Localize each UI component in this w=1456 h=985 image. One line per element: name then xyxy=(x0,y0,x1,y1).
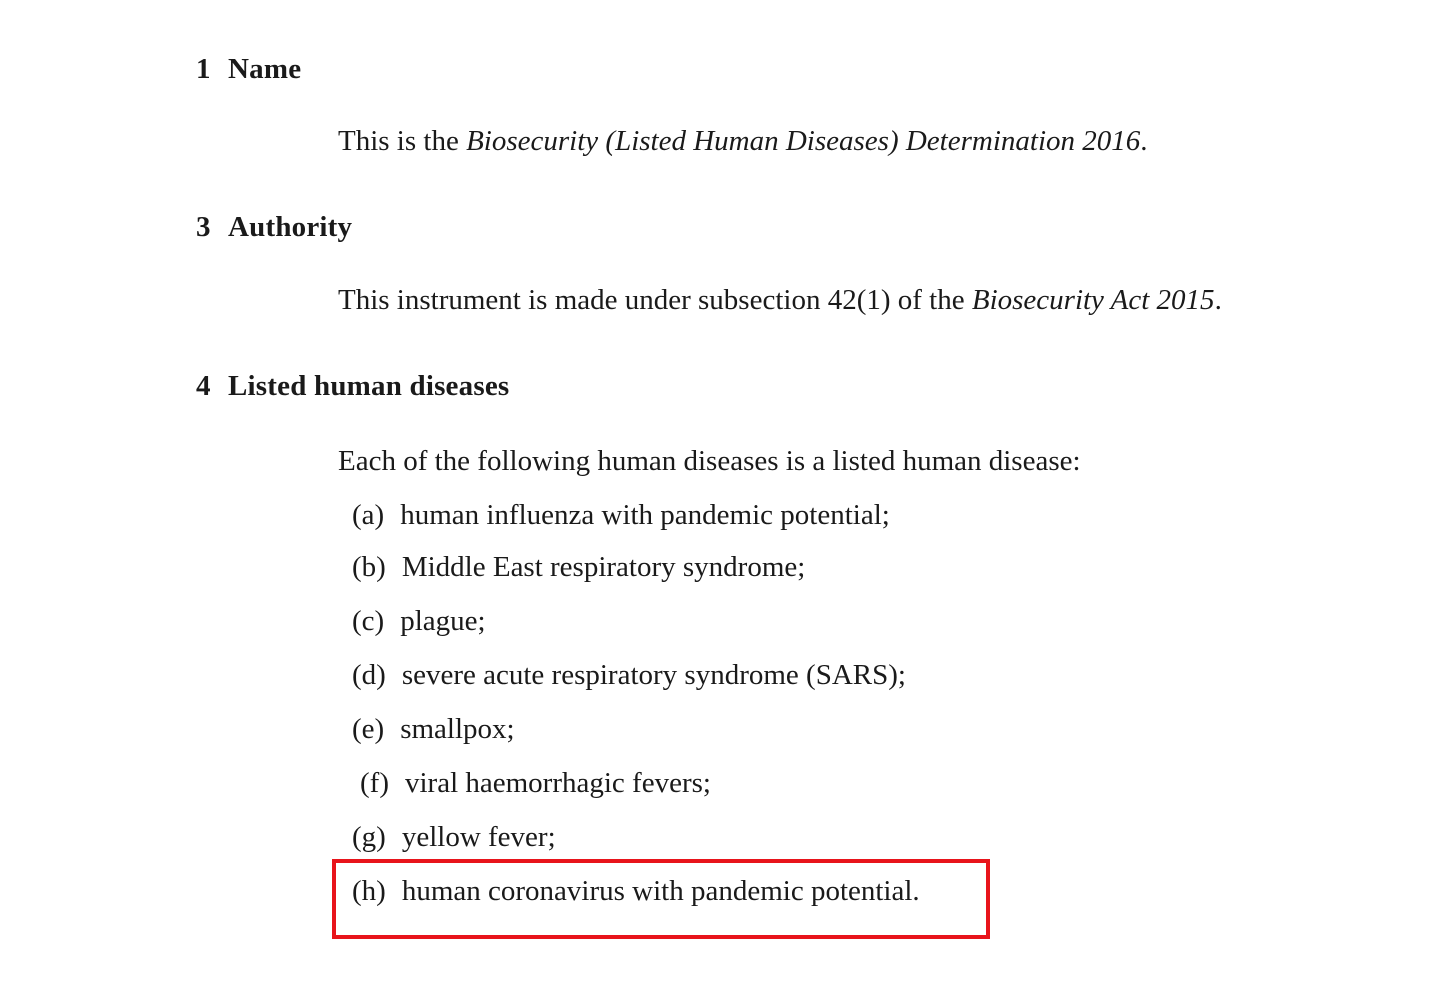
body-text-end: . xyxy=(1214,284,1222,316)
section-number: 4 xyxy=(196,370,211,402)
section-body-authority xyxy=(338,286,1222,315)
section-intro: Each of the following human diseases is a listed human disease: xyxy=(338,445,1081,477)
list-item xyxy=(352,661,906,690)
item-label: (d) xyxy=(352,659,386,691)
item-text: human influenza with pandemic potential; xyxy=(400,499,890,531)
list-item xyxy=(352,607,486,636)
body-text: This instrument is made under subsection 42(1) of the xyxy=(338,284,972,316)
item-text: yellow fever; xyxy=(401,821,556,853)
body-text-end: . xyxy=(1140,125,1148,157)
section-heading-authority xyxy=(196,213,352,242)
item-text: Middle East respiratory syndrome; xyxy=(401,551,806,583)
item-label: (h) xyxy=(352,875,386,907)
act-title: Biosecurity Act 2015 xyxy=(971,284,1215,316)
list-item xyxy=(360,769,711,798)
list-item xyxy=(352,553,805,582)
section-number: 3 xyxy=(196,211,211,243)
section-heading-listed-diseases xyxy=(196,372,509,401)
item-label: (f) xyxy=(360,767,389,799)
item-label: (g) xyxy=(352,821,386,853)
list-item xyxy=(352,823,556,852)
item-label: (b) xyxy=(352,551,386,583)
section-heading-name xyxy=(196,55,301,84)
section-title: Listed human diseases xyxy=(228,370,510,402)
instrument-title: Biosecurity (Listed Human Diseases) Determination 2016 xyxy=(466,125,1141,157)
item-text: smallpox; xyxy=(400,713,515,745)
item-label: (a) xyxy=(352,499,385,531)
list-item xyxy=(352,501,890,530)
item-label: (c) xyxy=(352,605,385,637)
item-text: human coronavirus with pandemic potential. xyxy=(401,875,920,907)
section-title: Authority xyxy=(228,211,353,243)
item-label: (e) xyxy=(352,713,385,745)
item-text: plague; xyxy=(400,605,486,637)
list-item xyxy=(352,715,515,744)
section-number: 1 xyxy=(196,53,211,85)
item-text: severe acute respiratory syndrome (SARS); xyxy=(401,659,906,691)
item-text: viral haemorrhagic fevers; xyxy=(404,767,711,799)
section-title: Name xyxy=(228,53,302,85)
body-text: This is the xyxy=(338,125,467,157)
highlight-box xyxy=(332,859,990,939)
section-body-name xyxy=(338,127,1148,156)
